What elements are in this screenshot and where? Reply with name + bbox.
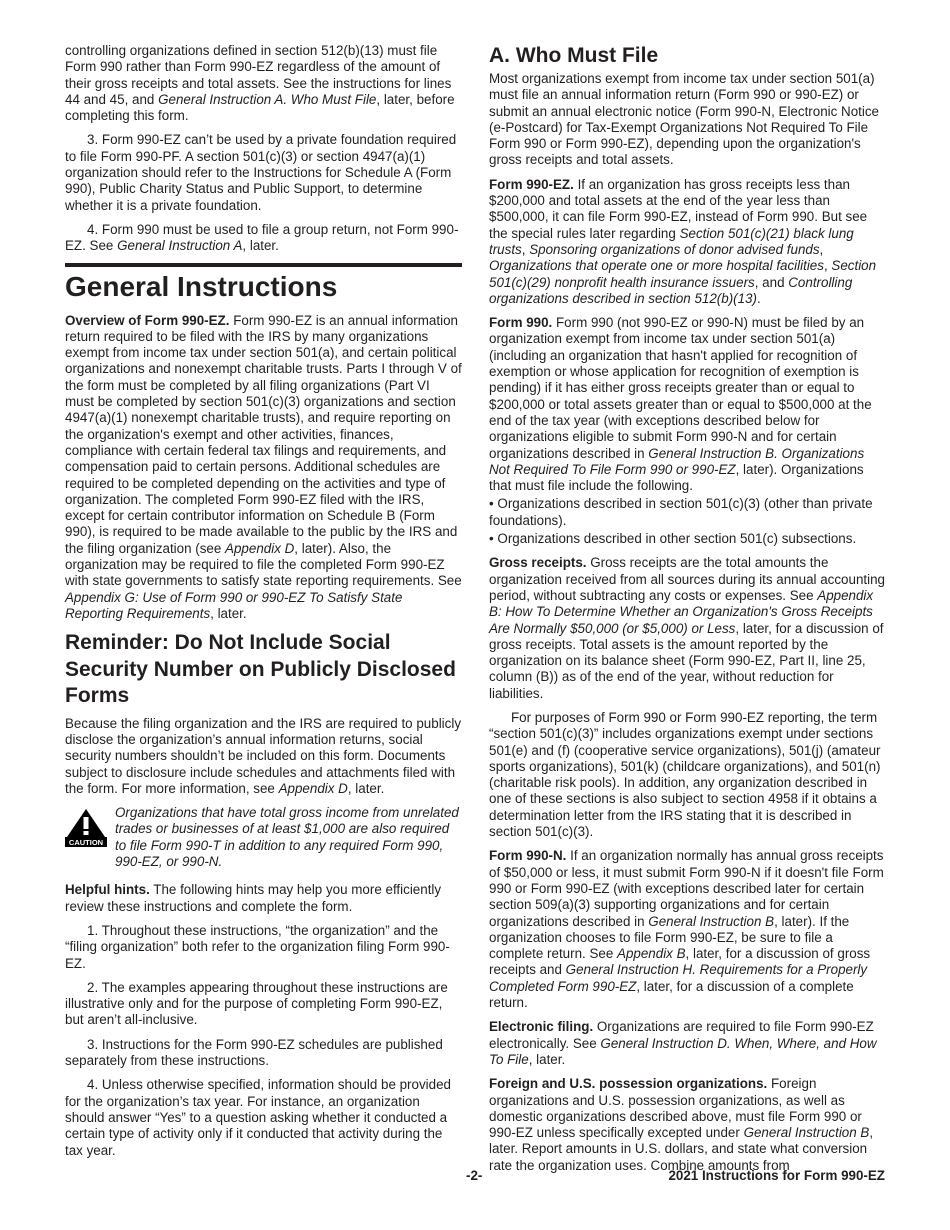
purposes-paragraph: For purposes of Form 990 or Form 990-EZ reporting, the term “section 501(c)(3)” includes organizations exempt under sections 501(e) and (f) (cooperative service organizations), 501(j) (amateur sports organizations), 501(k) (childcare organizations), and 501(n) (charitable risk pools). In addition, any organization described in one of these sections is also subject to section 4958 if it obtains a determination letter from the IRS stating that it is described in section 501(c)(3). xyxy=(489,709,881,840)
general-instructions-heading: General Instructions xyxy=(65,263,462,303)
bullet-item: • Organizations described in section 501(c)(3) (other than private foundations). xyxy=(489,496,873,528)
right-column xyxy=(489,43,886,1182)
left-column xyxy=(65,43,462,1167)
hint-3: 3. Instructions for the Form 990-EZ schedules are published separately from these instructions. xyxy=(65,1036,443,1069)
caution-icon xyxy=(65,809,107,870)
hint-2: 2. The examples appearing throughout these instructions are illustrative only and for the purpose of completing Form 990-EZ, but aren’t all-inclusive. xyxy=(65,979,448,1028)
gross-receipts-paragraph: Gross receipts. Gross receipts are the total amounts the organization received from all sources during its annual accounting period, without subtracting any costs or expenses. See Appendix B: How To Determine Whether an Organization's Gross Receipts Are Normally $50,000 (or $5,000) or Less, later, for a discussion of gross receipts. Total assets is the amount reported by the organization on its balance sheet (Form 990-EZ, Part II, line 25, column (B)) as of the end of the year, without reduction for liabilities. xyxy=(489,555,885,701)
form-990ez-paragraph: Form 990-EZ. If an organization has gross receipts less than $200,000 and total assets at the end of the year less than $500,000, it can file Form 990-EZ, instead of Form 990. But see the special rules later regarding Section 501(c)(21) black lung trusts, Sponsoring organizations of donor advised funds, Organizations that operate one or more hospital facilities, Section 501(c)(29) nonprofit health insurance issuers, and Controlling organizations described in section 512(b)(13). xyxy=(489,176,877,306)
who-must-file-heading: A. Who Must File xyxy=(489,44,659,67)
helpful-hints-paragraph: Helpful hints. The following hints may help you more efficiently review these instructions and complete the form. xyxy=(65,882,442,914)
electronic-filing-paragraph: Electronic filing. Organizations are required to file Form 990-EZ electronically. See General Instruction D. When, Where, and How To File, later. xyxy=(489,1019,877,1067)
intro-paragraph: controlling organizations defined in section 512(b)(13) must file Form 990 rather than Form 990-EZ regardless of the amount of their gross receipts and total assets. See the instructions for lines 44 and 45, and General Instruction A. Who Must File, later, before completing this form. xyxy=(65,43,455,124)
item-4-paragraph: 4. Form 990 must be used to file a group return, not Form 990-EZ. See General Instruction A, later. xyxy=(65,221,459,254)
item-3-paragraph: 3. Form 990-EZ can’t be used by a private foundation required to file Form 990-PF. A section 501(c)(3) or section 4947(a)(1) organization should refer to the Instructions for Schedule A (Form 990), Public Charity Status and Public Support, to determine whether it is a private foundation. xyxy=(65,132,457,213)
bullet-item: • Organizations described in other section 501(c) subsections. xyxy=(489,531,857,547)
footer-title: 2021 Instructions for Form 990-EZ xyxy=(668,1168,885,1183)
hint-4: 4. Unless otherwise specified, information should be provided for the organization’s tax year. For instance, an organization should answer “Yes” to a question asking whether it conducted a certain type of activity only if it conducted that activity during the tax year. xyxy=(65,1077,451,1158)
overview-paragraph: Overview of Form 990-EZ. Form 990-EZ is an annual information return required to be filed with the IRS by many organizations exempt from income tax under section 501(a), and certain political organizations and nonexempt charitable trusts. Parts I through V of the form must be completed by all filing organizations (Part VI must be completed by section 501(c)(3) organizations and section 4947(a)(1) nonexempt charitable trusts), and require reporting on the organization's exempt and other activities, finances, compliance with certain federal tax filings and requirements, and compensation paid to certain persons. Additional schedules are required to be completed depending on the activities and type of organization. The completed Form 990-EZ filed with the IRS, except for certain contributor information on Schedule B (Form 990), is required to be made available to the public by the IRS and the filing organization (see Appendix D, later). Also, the organization may be required to file the completed Form 990-EZ with state governments to satisfy state reporting requirements. See Appendix G: Use of Form 990 or 990-EZ To Satisfy State Reporting Requirements, later. xyxy=(65,312,462,621)
form-990n-paragraph: Form 990-N. If an organization normally has annual gross receipts of $50,000 or less, it must submit Form 990-N if it doesn't file Form 990 or Form 990-EZ (with exceptions described later for certain section 509(a)(3) supporting organizations and for certain organizations described in General Instruction B, later). If the organization chooses to file Form 990-EZ, be sure to file a complete return. See Appendix B, later, for a discussion of gross receipts and General Instruction H. Requirements for a Properly Completed Form 990-EZ, later, for a discussion of a complete return. xyxy=(489,848,884,1011)
hint-1: 1. Throughout these instructions, “the organization” and the “filing organization” both refer to the organization filing Form 990-EZ. xyxy=(65,922,450,971)
who-must-file-intro: Most organizations exempt from income tax under section 501(a) must file an annual information return (Form 990 or 990-EZ) or submit an annual electronic notice (Form 990-N, Electronic Notice (e-Postcard) for Tax-Exempt Organizations Not Required To File Form 990 or Form 990-EZ), depending upon the organization's gross receipts and total assets. xyxy=(489,71,879,168)
caution-label: CAUTION xyxy=(68,838,104,848)
form-990-paragraph: Form 990. Form 990 (not 990-EZ or 990-N) must be filed by an organization exempt from income tax under section 501(a) (including an organization that hasn't applied for recognition of exemption or whose application for recognition of exemption is pending) if it has either gross receipts greater than or equal to $200,000 or total assets greater than or equal to $500,000 at the end of the tax year (with exceptions described below for organizations eligible to submit Form 990-N and for certain organizations described in General Instruction B. Organizations Not Required To File Form 990 or 990-EZ, later). Organizations that must file include the following. xyxy=(489,315,872,494)
caution-note xyxy=(65,805,462,870)
reminder-paragraph: Because the filing organization and the IRS are required to publicly disclose the organization’s annual information returns, social security numbers shouldn’t be included on this form. Documents subject to disclosure include schedules and attachments filed with the form. For more information, see Appendix D, later. xyxy=(65,715,462,796)
page-number: -2- xyxy=(466,1168,483,1183)
foreign-organizations-paragraph: Foreign and U.S. possession organizations. Foreign organizations and U.S. possession organizations, as well as domestic organizations described above, must file Form 990 or 990-EZ unless specifically excepted under General Instruction B, later. Report amounts in U.S. dollars, and state what conversion rate the organization uses. Combine amounts from xyxy=(489,1076,874,1173)
caution-text: Organizations that have total gross income from unrelated trades or businesses of at least $1,000 are also required to file Form 990-T in addition to any required Form 990, 990-EZ, or 990-N. xyxy=(115,805,459,870)
reminder-heading: Reminder: Do Not Include Social Security Number on Publicly Disclosed Forms xyxy=(65,631,456,708)
